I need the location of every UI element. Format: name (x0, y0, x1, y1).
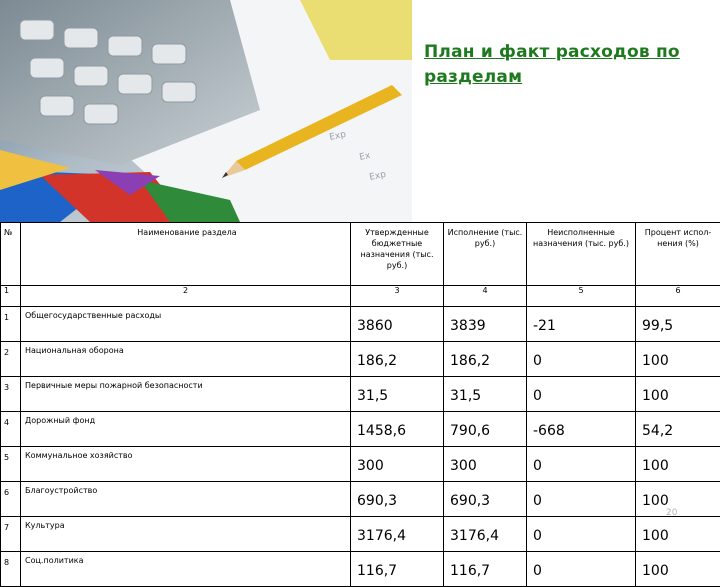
section-name: Общегосударственные расходы (21, 307, 351, 342)
percent-value: 100 (636, 517, 720, 552)
table-row (1, 517, 720, 552)
executed-value: 790,6 (444, 412, 527, 447)
unexecuted-value: 0 (527, 377, 636, 412)
approved-value: 1458,6 (351, 412, 444, 447)
header-approved: Утвержденные бюджетные назначения (тыс. руб.) (351, 223, 444, 286)
approved-value: 690,3 (351, 482, 444, 517)
row-number: 1 (1, 307, 21, 342)
percent-value: 100 (636, 552, 720, 587)
header-percent: Процент испол-нения (%) (636, 223, 720, 286)
table-row (1, 307, 720, 342)
percent-value: 100 (636, 377, 720, 412)
percent-value: 100 (636, 447, 720, 482)
row-number: 3 (1, 377, 21, 412)
executed-value: 116,7 (444, 552, 527, 587)
executed-value: 31,5 (444, 377, 527, 412)
header-section-name: Наименование раздела (21, 223, 351, 286)
row-number: 2 (1, 342, 21, 377)
percent-value: 99,5 (636, 307, 720, 342)
section-name: Благоустройство (21, 482, 351, 517)
page-number: 20 (666, 508, 677, 518)
row-number: 7 (1, 517, 21, 552)
header-executed: Исполнение (тыс. руб.) (444, 223, 527, 286)
unexecuted-value: -668 (527, 412, 636, 447)
approved-value: 31,5 (351, 377, 444, 412)
section-name: Коммунальное хозяйство (21, 447, 351, 482)
unexecuted-value: 0 (527, 342, 636, 377)
table-row (1, 482, 720, 517)
index-cell: 2 (21, 286, 351, 307)
unexecuted-value: 0 (527, 517, 636, 552)
expenses-table (0, 222, 720, 587)
header-number: № (1, 223, 21, 286)
approved-value: 116,7 (351, 552, 444, 587)
table-row (1, 412, 720, 447)
unexecuted-value: -21 (527, 307, 636, 342)
index-cell: 3 (351, 286, 444, 307)
table-row (1, 447, 720, 482)
row-number: 5 (1, 447, 21, 482)
svg-text:Exp: Exp (329, 130, 348, 143)
svg-text:Ex: Ex (359, 151, 373, 163)
executed-value: 300 (444, 447, 527, 482)
executed-value: 3176,4 (444, 517, 527, 552)
index-cell: 1 (1, 286, 21, 307)
section-name: Соц.политика (21, 552, 351, 587)
section-name: Первичные меры пожарной безопасности (21, 377, 351, 412)
percent-value: 100 (636, 482, 720, 517)
row-number: 6 (1, 482, 21, 517)
percent-value: 54,2 (636, 412, 720, 447)
section-name: Культура (21, 517, 351, 552)
section-name: Дорожный фонд (21, 412, 351, 447)
executed-value: 186,2 (444, 342, 527, 377)
table-row (1, 342, 720, 377)
approved-value: 186,2 (351, 342, 444, 377)
approved-value: 3860 (351, 307, 444, 342)
column-index-row (1, 286, 720, 307)
row-number: 8 (1, 552, 21, 587)
index-cell: 6 (636, 286, 720, 307)
slide-title: План и факт расходов по разделам (424, 40, 714, 90)
approved-value: 3176,4 (351, 517, 444, 552)
unexecuted-value: 0 (527, 447, 636, 482)
executed-value: 3839 (444, 307, 527, 342)
approved-value: 300 (351, 447, 444, 482)
svg-text:Exp: Exp (369, 170, 388, 183)
unexecuted-value: 0 (527, 552, 636, 587)
executed-value: 690,3 (444, 482, 527, 517)
row-number: 4 (1, 412, 21, 447)
table-row (1, 377, 720, 412)
header-unexecuted: Неисполненные назначения (тыс. руб.) (527, 223, 636, 286)
index-cell: 4 (444, 286, 527, 307)
table-header-row (1, 223, 720, 286)
percent-value: 100 (636, 342, 720, 377)
section-name: Национальная оборона (21, 342, 351, 377)
table-row (1, 552, 720, 587)
unexecuted-value: 0 (527, 482, 636, 517)
calculator-pencil-chart-photo (0, 0, 412, 222)
index-cell: 5 (527, 286, 636, 307)
